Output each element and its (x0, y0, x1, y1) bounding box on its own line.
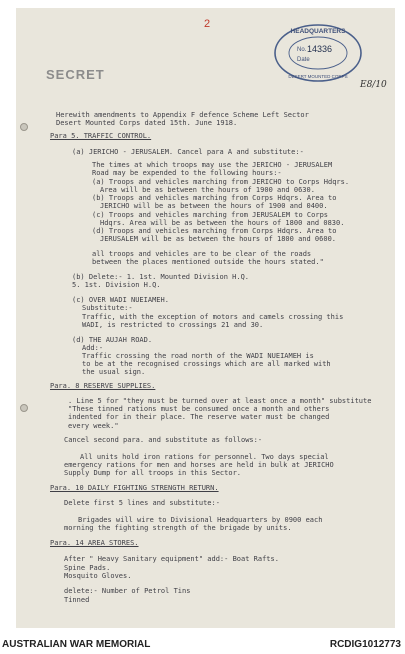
section-heading: Para. 14 AREA STORES. (50, 539, 139, 547)
stamp-ring-top: HEADQUARTERS (290, 28, 346, 35)
body-line: all troops and vehicles are to be clear of the roads (92, 250, 312, 258)
body-line: (a) Troops and vehicles marching from JERICHO to Corps Hdqrs. (92, 178, 350, 186)
body-line: Hdqrs. Area will be as between the hours of 1800 and 0830. (100, 219, 345, 227)
archive-footer (0, 636, 405, 654)
stamp-date-label: Date (297, 57, 310, 63)
body-line: (d) THE AUJAH ROAD. (72, 336, 153, 344)
body-line: Substitute:- (82, 304, 133, 312)
body-line: indented for in their place. The reserve water must be changed (68, 413, 330, 421)
body-line: After " Heavy Sanitary equipment" add:- Boat Rafts. (64, 555, 279, 563)
section-heading: Para. 10 DAILY FIGHTING STRENGTH RETURN. (50, 484, 219, 492)
body-line: Road may be expended to the following hours:- (92, 169, 282, 177)
body-line: morning the fighting strength of the brigade by units. (64, 524, 292, 532)
body-line: (c) OVER WADI NUEIAMEH. (72, 296, 169, 304)
body-line: (c) Troops and vehicles marching from JERUSALEM to Corps (92, 211, 329, 219)
body-line: All units hold iron rations for personnel. Two days special (80, 453, 329, 461)
body-line: The times at which troops may use the JERICHO - JERUSALEM (92, 161, 333, 169)
body-line: Tinned (64, 596, 90, 604)
body-line: "These tinned rations must be consumed once a month and others (68, 405, 330, 413)
section-heading: Para 5. TRAFFIC CONTROL. (50, 132, 152, 140)
body-line: Delete first 5 lines and substitute:- (64, 499, 220, 507)
footer-archive-name: AUSTRALIAN WAR MEMORIAL (2, 639, 151, 650)
secret-classification: SECRET (46, 67, 105, 82)
page-number: 2 (204, 18, 211, 30)
body-line: Mosquito Gloves. (64, 572, 132, 580)
body-line: Supply Dump for all troops in this Sector. (64, 469, 242, 477)
stamp-ring-bottom: DESERT MOUNTED CORPS (288, 74, 348, 79)
body-line: every week." (68, 422, 119, 430)
body-line: emergency rations for men and horses are held in bulk at JERICHO (64, 461, 334, 469)
section-heading: Para. 8 RESERVE SUPPLIES. (50, 382, 156, 390)
body-line: Traffic crossing the road north of the WADI NUEIAMEH is (82, 352, 314, 360)
stamp-no-value: 14336 (307, 44, 333, 54)
intro-line: Herewith amendments to Appendix F defence Scheme Left Sector (56, 111, 309, 119)
body-line: JERUSALEM will be as between the hours of 1800 and 0600. (100, 235, 337, 243)
file-reference: E8/10 (360, 80, 387, 90)
body-line: . Line 5 for "they must be turned over at least once a month" substitute (68, 397, 372, 405)
body-line: between the places mentioned outside the hours stated." (92, 258, 324, 266)
body-line: Spine Pads. (64, 564, 111, 572)
body-line: Area will be as between the hours of 1900 and 0630. (100, 186, 315, 194)
intro-line: Desert Mounted Corps dated 15th. June 1918. (56, 119, 238, 127)
body-line: to be at the recognised crossings which are all marked with (82, 360, 331, 368)
body-line: Traffic, with the exception of motors and camels crossing this (82, 313, 344, 321)
body-line: Brigades will wire to Divisional Headquarters by 0900 each (78, 516, 323, 524)
stamp-no-label: No. (297, 47, 307, 53)
headquarters-stamp (272, 22, 364, 84)
body-line: (b) Troops and vehicles marching from Corps Hdqrs. Area to (92, 194, 337, 202)
body-line: WADI, is restricted to crossings 21 and 30. (82, 321, 264, 329)
punch-hole-top (20, 123, 28, 131)
body-line: Add:- (82, 344, 104, 352)
body-line: Cancel second para. and substitute as follows:- (64, 436, 263, 444)
body-line: delete:- Number of Petrol Tins (64, 587, 191, 595)
punch-hole-bottom (20, 404, 28, 412)
body-line: 5. 1st. Division H.Q. (72, 281, 161, 289)
document-page (16, 8, 395, 628)
footer-record-id: RCDIG1012773 (329, 639, 401, 650)
body-line: (a) JERICHO - JERUSALEM. Cancel para A and substitute:- (72, 148, 304, 156)
body-line: JERICHO will be as between the hours of 1900 and 0400. (100, 202, 328, 210)
body-line: (d) Troops and vehicles marching from Corps Hdqrs. Area to (92, 227, 337, 235)
body-line: the usual sign. (82, 368, 146, 376)
body-line: (b) Delete:- 1. 1st. Mounted Division H.Q. (72, 273, 250, 281)
